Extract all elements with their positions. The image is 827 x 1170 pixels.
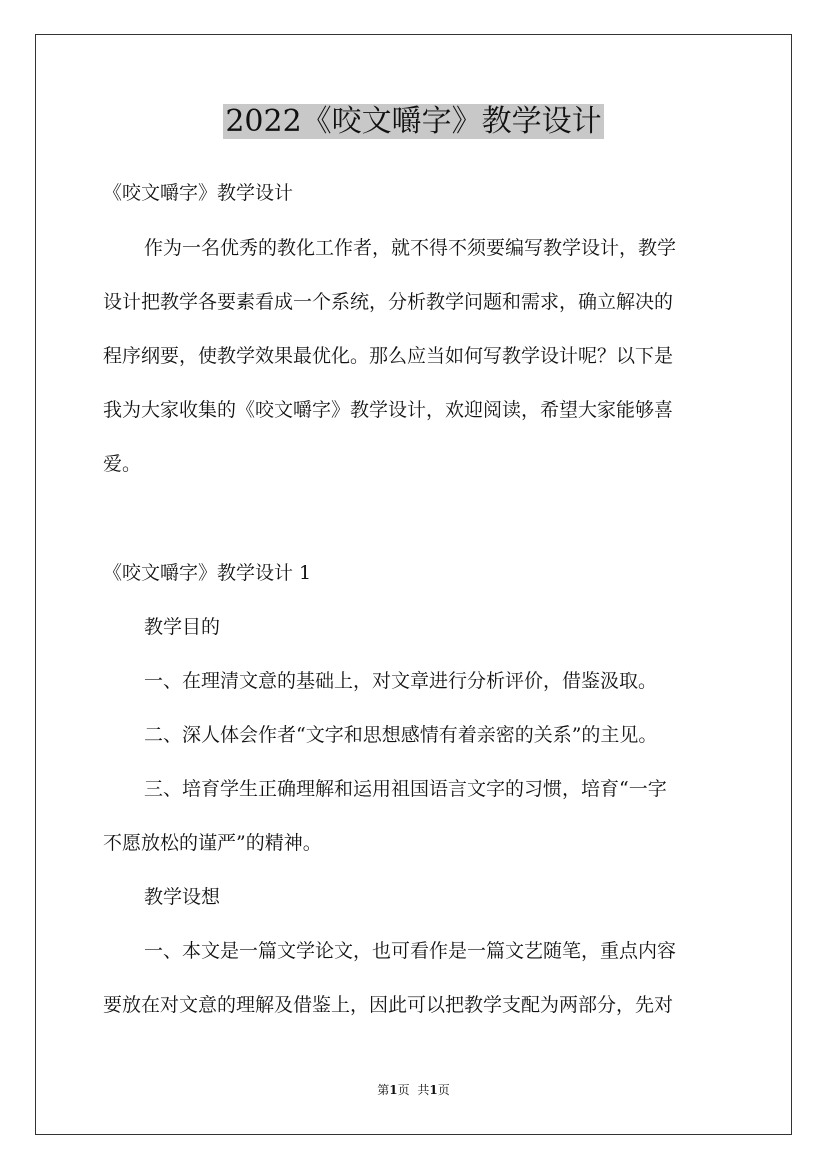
intro-line-4: 我为大家收集的《咬文嚼字》教学设计，欢迎阅读，希望大家能够喜 — [103, 399, 674, 421]
intro-line-3: 程序纲要，使教学效果最优化。那么应当如何写教学设计呢？以下是 — [103, 345, 674, 367]
page-prefix: 第 — [377, 1083, 390, 1097]
goals-heading: 教学目的 — [144, 616, 221, 638]
goal-2: 二、深人体会作者“文字和思想感情有着亲密的关系”的主见。 — [144, 724, 658, 746]
page-footer — [0, 1082, 827, 1098]
ideas-heading: 教学设想 — [144, 886, 221, 908]
idea-1-line-1: 一、本文是一篇文学论文，也可看作是一篇文艺随笔，重点内容 — [144, 940, 677, 962]
total-prefix: 共 — [417, 1083, 430, 1097]
section-heading: 《咬文嚼字》教学设计 1 — [103, 562, 312, 584]
intro-line-1: 作为一名优秀的教化工作者，就不得不须要编写教学设计，教学 — [144, 237, 677, 259]
document-subtitle: 《咬文嚼字》教学设计 — [103, 182, 294, 204]
idea-1-line-2: 要放在对文意的理解及借鉴上，因此可以把教学支配为两部分，先对 — [103, 994, 674, 1016]
total-pages: 1 — [429, 1083, 438, 1097]
intro-line-2: 设计把教学各要素看成一个系统，分析教学问题和需求，确立解决的 — [103, 291, 674, 313]
goal-1: 一、在理清文意的基础上，对文章进行分析评价，借鉴汲取。 — [144, 670, 658, 692]
total-suffix: 页 — [437, 1083, 450, 1097]
intro-line-5: 爱。 — [103, 453, 142, 475]
page-number: 1 — [389, 1083, 398, 1097]
page-suffix: 页 — [397, 1083, 410, 1097]
document-title: 2022《咬文嚼字》教学设计 — [225, 104, 602, 139]
goal-3-line-1: 三、培育学生正确理解和运用祖国语言文字的习惯，培育“一字 — [144, 778, 667, 800]
goal-3-line-2: 不愿放松的谨严”的精神。 — [103, 832, 322, 854]
